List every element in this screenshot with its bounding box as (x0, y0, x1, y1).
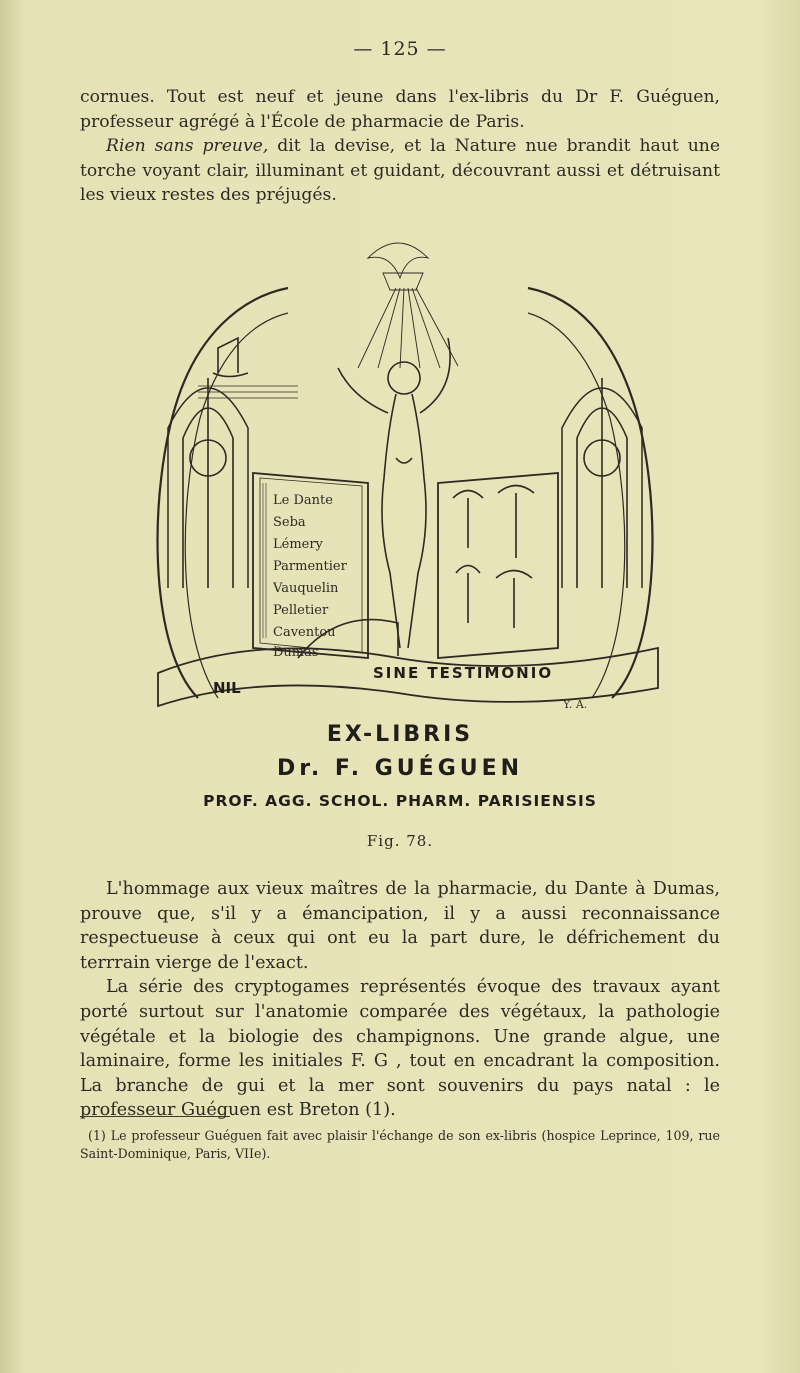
mushroom-page (438, 473, 558, 658)
book-names (272, 493, 348, 660)
top-paragraph-line: cornues. Tout est neuf et jeune dans l'ex-libris du Dr F. Guéguen, professeur agrégé à l'École de pharmacie de Paris. (80, 87, 720, 132)
banner-left-text: NIL (213, 679, 241, 697)
motto-paragraph (80, 134, 720, 208)
ex-libris-illustration (138, 228, 672, 728)
body-text (80, 877, 720, 1123)
motto-rest: dit la devise, et la Nature nue brandit haut une torche voyant clair, illuminant et guidant, découvrant aussi et détruisant les vieux restes des préjugés. (80, 136, 721, 205)
left-gothic-window (168, 378, 248, 588)
artist-signature: Y. A. (563, 698, 588, 711)
banner-right-text: SINE TESTIMONIO (373, 664, 554, 682)
right-gothic-window (562, 378, 642, 588)
figure-caption: Fig. 78. (366, 832, 434, 850)
ex-libris-title: EX-LIBRIS (326, 722, 474, 747)
page-number: — 125 — (353, 38, 447, 60)
book-name-4: Vauquelin (273, 581, 339, 596)
ex-libris-owner: Dr. F. GUÉGUEN (276, 756, 524, 781)
torch-rays (358, 243, 458, 368)
top-paragraph (80, 85, 720, 208)
nature-figure (338, 338, 450, 648)
body-paragraph-2: La série des cryptogames représentés évoque des travaux ayant porté surtout sur l'anatomie comparée des végétaux, la pathologie végétale et la biologie des champignons. Une grande algue, une laminaire, forme les initiales F. G , tout en encadrant la composition. La branche de gui et la mer sont souvenirs du pays natal : le professeur Guéguen est Breton (1). (80, 977, 720, 1121)
book-name-0: Le Dante (273, 493, 333, 508)
footnote (80, 1127, 720, 1163)
ex-libris-owner-title: PROF. AGG. SCHOL. PHARM. PARISIENSIS (203, 792, 597, 810)
book-name-1: Seba (273, 515, 306, 530)
footnote-rule (80, 1116, 230, 1117)
motto-text: Rien sans preuve, (106, 136, 269, 156)
book-name-7: Dumas (273, 645, 319, 660)
book-name-3: Parmentier (273, 559, 347, 574)
body-paragraph-1: L'hommage aux vieux maîtres de la pharmacie, du Dante à Dumas, prouve que, s'il y a émancipation, il y a aussi reconnaissance respectueuse à ceux qui ont eu la part dure, le défrichement du terrrain vierge de l'exact. (80, 879, 720, 973)
footnote-text: (1) Le professeur Guéguen fait avec plaisir l'échange de son ex-libris (hospice Leprince, 109, rue Saint-Dominique, Paris, VIIe). (80, 1128, 720, 1161)
book-name-2: Lémery (273, 537, 323, 552)
book-name-5: Pelletier (273, 603, 329, 618)
laminaria-frame (158, 288, 653, 698)
book-name-6: Caventou (273, 625, 336, 640)
